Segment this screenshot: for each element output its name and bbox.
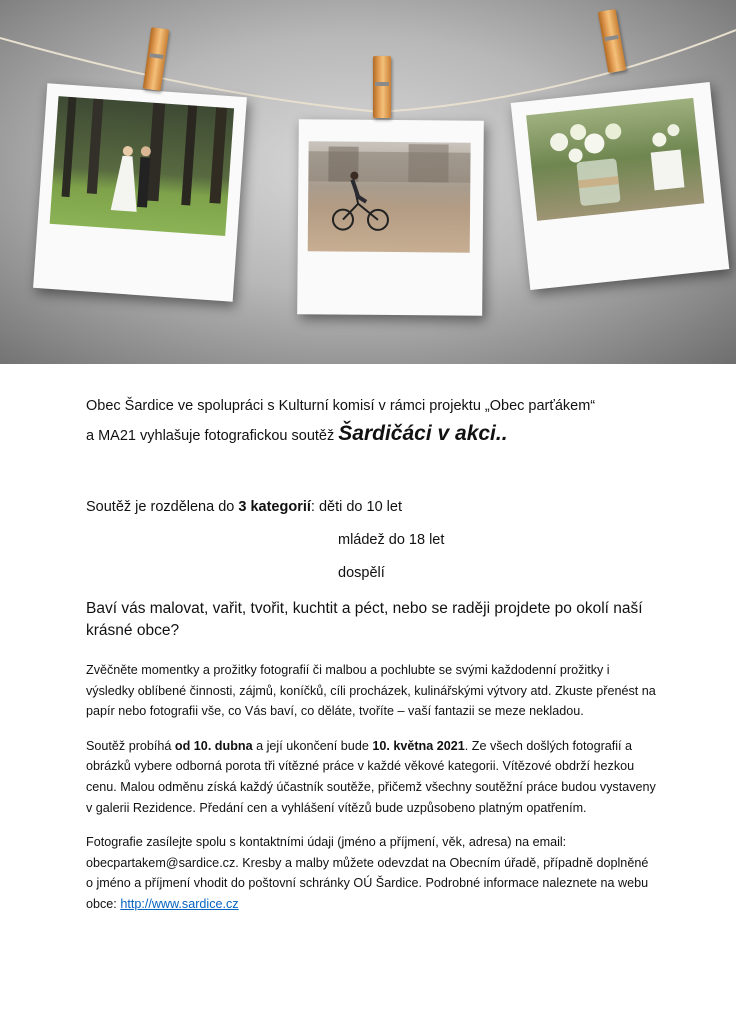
- intro-line-2-prefix: a MA21 vyhlašuje fotografickou soutěž: [86, 428, 339, 444]
- categories-lead-text: Soutěž je rozdělena do: [86, 499, 239, 515]
- question-text: Baví vás malovat, vařit, tvořit, kuchtit a péct, nebo se raději projdete po okolí naší krásné obce?: [86, 600, 643, 639]
- categories-block: [86, 491, 656, 590]
- category-item: mládež do 18 let: [338, 532, 445, 548]
- category-item: dospělí: [338, 565, 385, 581]
- categories-lead: [86, 491, 656, 524]
- contest-name: Šardičáci v akci..: [338, 422, 508, 445]
- polaroid-cyclist: [297, 119, 484, 316]
- photo-cyclist: [308, 141, 471, 252]
- dates-text: . Ze všech došlých fotografií a obrázků vybere odborná porota tři vítězné práce v každé věkové kategorii. Vítězové obdrží hezkou cenu. Malou odměnu získá každý účastník soutěže, přičemž všechny soutěžní práce budou vystaveny v galerii Rezidence. Předání cen a vyhlášení vítězů bude uzpůsobeno platným opatřením.: [86, 738, 656, 815]
- polaroid-wedding: [33, 83, 247, 301]
- paragraph-contact: [86, 832, 656, 914]
- category-item: děti do 10 let: [318, 499, 402, 515]
- intro-line-1: Obec Šardice ve spolupráci s Kulturní komisí v rámci projektu „Obec parťákem“: [86, 398, 596, 414]
- date-to: 10. května 2021: [372, 738, 465, 753]
- dates-text: Soutěž probíhá: [86, 738, 175, 753]
- categories-colon: :: [310, 499, 319, 515]
- polaroid-flowers: [511, 82, 730, 290]
- photo-flowers-jar: [526, 98, 704, 221]
- paragraph-dates: [86, 736, 656, 818]
- categories-count: 3 kategorií: [238, 499, 311, 515]
- intro-line-2: [86, 420, 656, 450]
- dates-text: a její ukončení bude: [252, 738, 373, 753]
- date-from: od 10. dubna: [174, 738, 253, 753]
- contact-text: Fotografie zasílejte spolu s kontaktními údaji (jméno a příjmení, věk, adresa) na email: obecpartakem@sardice.cz. Kresby a malby můžete odevzdat na Obecním úřadě, případně doplněné o jméno a příjmení vhodit do poštovní schránky OÚ Šardice. Podrobné informace naleznete na webu obce:: [86, 835, 649, 911]
- announcement-text: [86, 393, 656, 915]
- photo-wedding-forest: [50, 96, 235, 236]
- header-photo-banner: [0, 0, 736, 364]
- paragraph-moments: Zvěčněte momentky a prožitky fotografií či malbou a pochlubte se svými každodenní prožitky i výsledky oblíbené činnosti, zájmů, koníčků, cíli procházek, kulinářskými výtvory atd. Zkuste přenést na papír nebo fotografii vše, co Vás baví, co děláte, tvoříte – vaší fantazii se meze nekladou.: [86, 663, 656, 719]
- clothespin-center: [373, 56, 391, 118]
- website-link[interactable]: http://www.sardice.cz: [120, 896, 239, 911]
